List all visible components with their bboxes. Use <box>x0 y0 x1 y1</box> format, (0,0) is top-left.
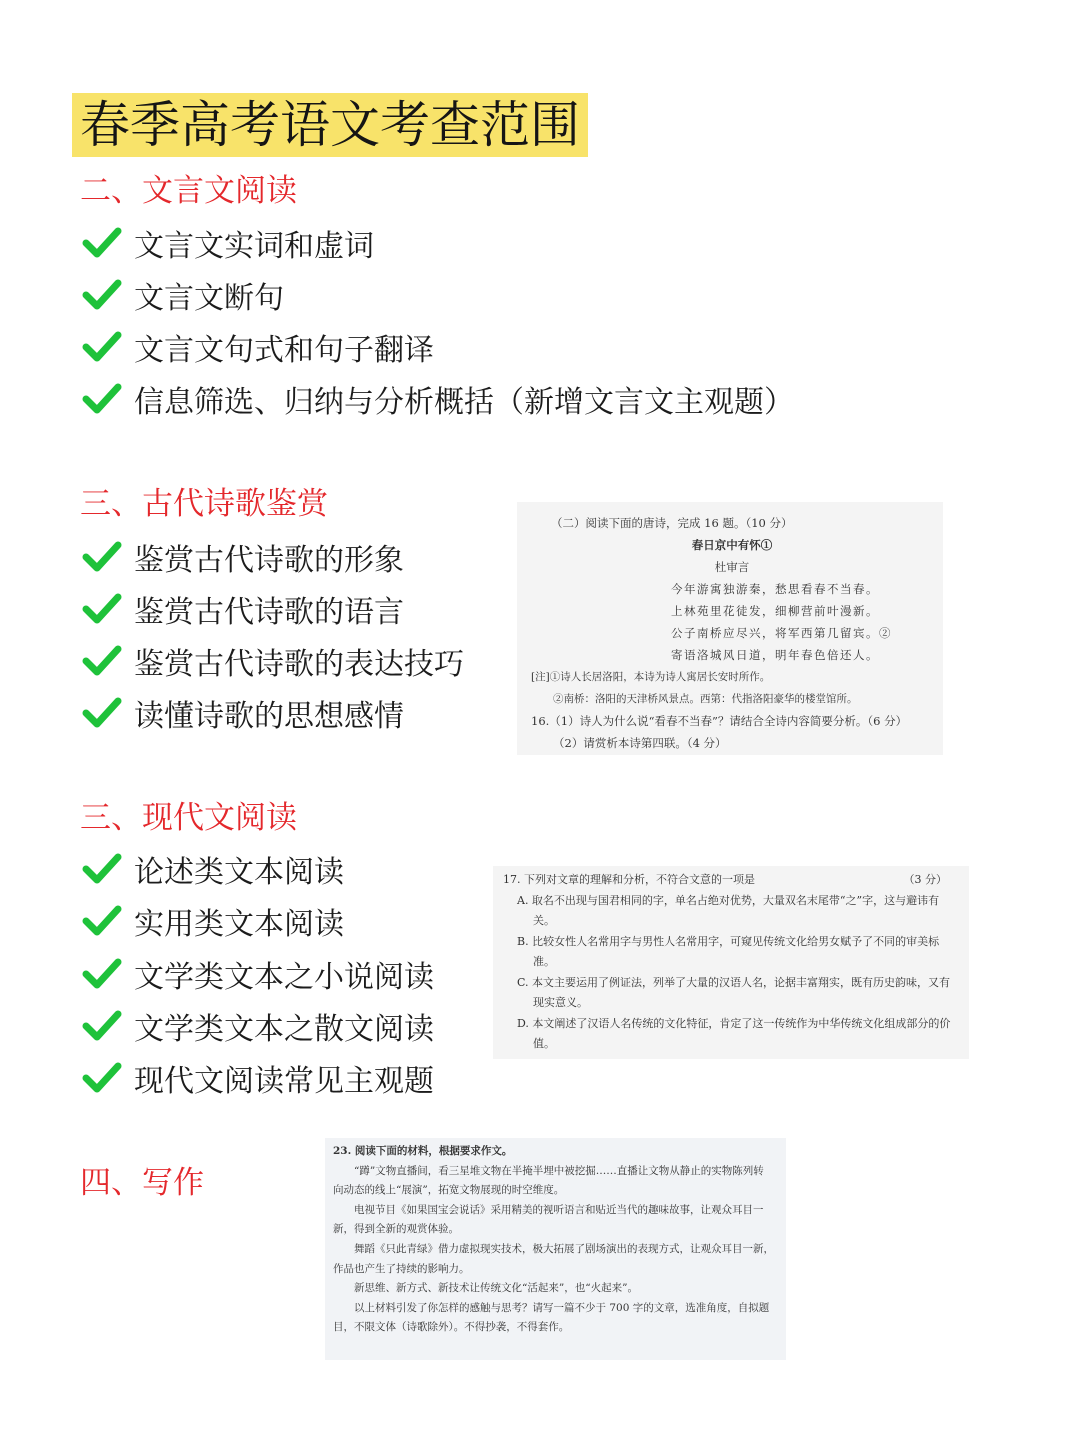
essay-paragraph: “蹲”文物直播间，看三星堆文物在半掩半埋中被挖掘……直播让文物从静止的实物陈列转向动态的线上“展演”，拓宽文物展现的时空维度。 <box>333 1164 764 1197</box>
poem-line: 今年游寓独游秦，愁思看春不当春。 <box>671 582 879 596</box>
list-item <box>82 691 404 735</box>
essay-excerpt-image <box>325 1138 786 1360</box>
essay-paragraph: 舞蹈《只此青绿》借力虚拟现实技术，极大拓展了剧场演出的表现方式，让观众耳目一新，作品也产生了持续的影响力。 <box>333 1242 774 1275</box>
reading-option: C. 本文主要运用了例证法，列举了大量的汉语人名，论据丰富翔实，既有历史韵味，又有现实意义。 <box>517 975 951 1009</box>
list-item <box>82 1056 434 1100</box>
check-icon <box>82 381 122 417</box>
essay-heading: 23. 阅读下面的材料，根据要求作文。 <box>333 1145 513 1157</box>
list-item <box>82 587 404 631</box>
check-icon <box>82 695 122 731</box>
list-item <box>82 639 464 683</box>
reading-question <box>503 870 955 891</box>
poem-line: 寄语洛城风日道，明年春色倍还人。 <box>671 648 879 662</box>
list-item-label: 文言文句式和句子翻译 <box>134 333 434 368</box>
poem-author: 杜审言 <box>714 560 750 574</box>
poem-question: 16.（1）诗人为什么说“看春不当春”？请结合全诗内容简要分析。（6 分） <box>531 714 908 728</box>
essay-paragraph: 电视节目《如果国宝会说话》采用精美的视听语言和贴近当代的趣味故事，让观众耳目一新，得到全新的观赏体验。 <box>333 1203 764 1236</box>
check-icon <box>82 539 122 575</box>
poem-note: [注]①诗人长居洛阳，本诗为诗人寓居长安时所作。 <box>531 671 771 683</box>
page-title: 春季高考语文考查范围 <box>72 93 588 157</box>
list-item-label: 鉴赏古代诗歌的表达技巧 <box>134 647 464 682</box>
list-item <box>82 952 434 996</box>
essay-paragraph: 以上材料引发了你怎样的感触与思考？请写一篇不少于 700 字的文章，选准角度，自拟题目，不限文体（诗歌除外）。不得抄袭，不得套作。 <box>333 1301 770 1334</box>
check-icon <box>82 1008 122 1044</box>
poem-excerpt-image <box>517 502 943 755</box>
list-item <box>82 535 404 579</box>
section-heading-ancient-poetry: 三、古代诗歌鉴赏 <box>80 486 328 522</box>
check-icon <box>82 903 122 939</box>
section-heading-writing: 四、写作 <box>80 1165 204 1201</box>
check-icon <box>82 956 122 992</box>
list-item-label: 读懂诗歌的思想感情 <box>134 699 404 734</box>
poem-line: 上林苑里花徒发，细柳营前叶漫新。 <box>671 604 879 618</box>
section-heading-classical-chinese: 二、文言文阅读 <box>80 173 297 209</box>
check-icon <box>82 1060 122 1096</box>
list-item-label: 文言文断句 <box>134 281 284 316</box>
list-item-label: 论述类文本阅读 <box>134 855 344 890</box>
reading-question-text: 17. 下列对文章的理解和分析，不符合文意的一项是 <box>503 873 755 886</box>
list-item-label: 信息筛选、归纳与分析概括（新增文言文主观题） <box>134 385 794 420</box>
list-item <box>82 273 284 317</box>
reading-score: （3 分） <box>903 873 947 886</box>
list-item-label: 鉴赏古代诗歌的语言 <box>134 595 404 630</box>
check-icon <box>82 329 122 365</box>
list-item <box>82 377 794 421</box>
list-item-label: 文学类文本之小说阅读 <box>134 960 434 995</box>
list-item-label: 实用类文本阅读 <box>134 907 344 942</box>
list-item-label: 文学类文本之散文阅读 <box>134 1012 434 1047</box>
list-item <box>82 325 434 369</box>
list-item <box>82 899 344 943</box>
poem-question: （2）请赏析本诗第四联。（4 分） <box>553 736 727 750</box>
reading-excerpt-image <box>493 866 969 1059</box>
check-icon <box>82 277 122 313</box>
check-icon <box>82 643 122 679</box>
check-icon <box>82 591 122 627</box>
list-item-label: 现代文阅读常见主观题 <box>134 1064 434 1099</box>
poem-title: 春日京中有怀① <box>691 538 773 552</box>
essay-paragraph: 新思维、新方式、新技术让传统文化“活起来”，也“火起来”。 <box>354 1282 638 1295</box>
list-item <box>82 221 374 265</box>
poem-note: ②南桥：洛阳的天津桥风景点。西第：代指洛阳豪华的楼堂馆所。 <box>553 693 858 705</box>
reading-option: B. 比较女性人名常用字与男性人名常用字，可窥见传统文化给男女赋予了不同的审美标准。 <box>517 934 940 968</box>
reading-option: A. 取名不出现与国君相同的字，单名占绝对优势，大量双名末尾带“之”字，这与避讳有关。 <box>517 893 940 927</box>
poem-line: 公子南桥应尽兴，将军西第几留宾。② <box>671 626 892 640</box>
check-icon <box>82 851 122 887</box>
list-item <box>82 1004 434 1048</box>
section-heading-modern-reading: 三、现代文阅读 <box>80 800 297 836</box>
list-item-label: 文言文实词和虚词 <box>134 229 374 264</box>
check-icon <box>82 225 122 261</box>
reading-option: D. 本文阐述了汉语人名传统的文化特征，肯定了这一传统作为中华传统文化组成部分的价值。 <box>517 1016 951 1050</box>
excerpt-instruction: （二）阅读下面的唐诗，完成 16 题。（10 分） <box>551 516 793 530</box>
list-item <box>82 847 344 891</box>
list-item-label: 鉴赏古代诗歌的形象 <box>134 543 404 578</box>
